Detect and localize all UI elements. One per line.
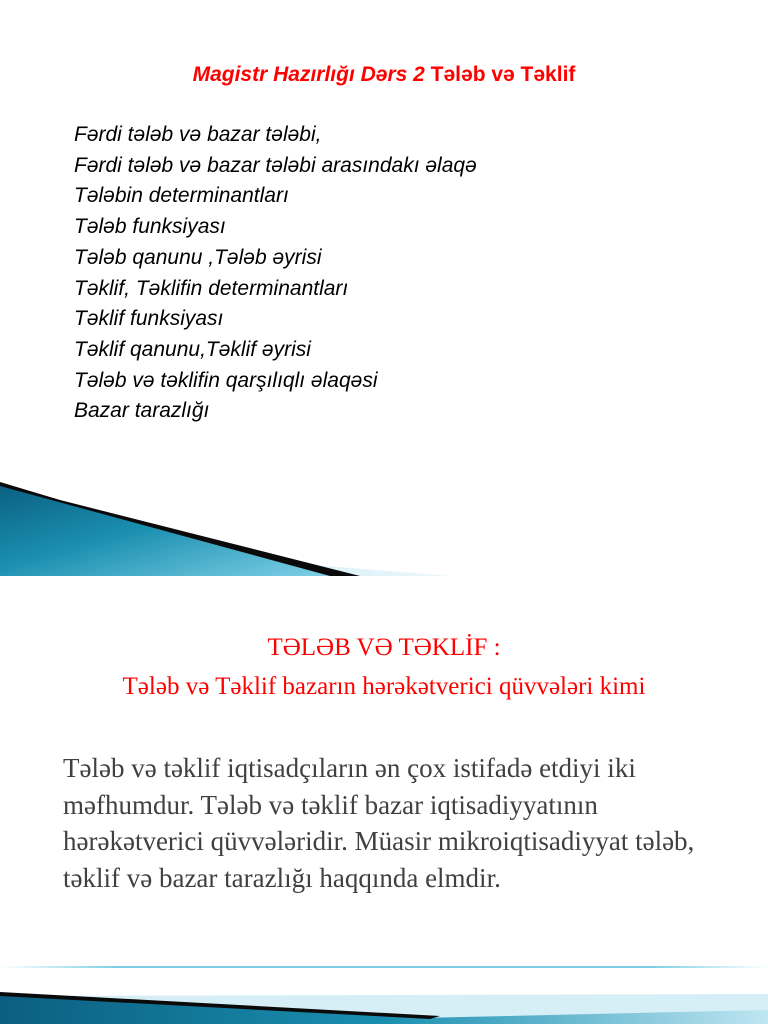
topic-item: Təklif, Təklifin determinantları <box>74 276 349 300</box>
topic-list <box>74 120 477 427</box>
divider-line <box>0 966 768 968</box>
topic-item: Təklif funksiyası <box>74 307 224 331</box>
slide-1-title-italic: Magistr Hazırlığı Dərs 2 <box>192 63 425 86</box>
topic-item: Fərdi tələb və bazar tələbi arasındakı əlaqə <box>74 153 477 177</box>
topic-item: Tələbin determinantları <box>74 184 289 208</box>
topic-item: Təklif qanunu,Təklif əyrisi <box>74 337 311 361</box>
decorative-bottom-band <box>0 988 768 1024</box>
decorative-divider <box>0 966 768 969</box>
slide-2-heading: TƏLƏB VƏ TƏKLİF : <box>267 634 501 661</box>
topic-item: Tələb qanunu ,Tələb əyrisi <box>74 245 322 269</box>
slide-1-title-rest: Tələb və Təklif <box>424 63 576 86</box>
slide-2-subheading: Tələb və Təklif bazarın hərəkətverici qüvvələri kimi <box>122 673 646 700</box>
topic-item: Fərdi tələb və bazar tələbi, <box>74 123 322 146</box>
topic-item: Bazar tarazlığı <box>74 399 210 423</box>
topic-item: Tələb funksiyası <box>74 215 226 239</box>
decorative-swoosh <box>0 470 768 576</box>
slide-1-title <box>0 60 768 90</box>
slide-2-body-text: Tələb və təklif iqtisadçıların ən çox istifadə etdiyi iki məfhumdur. Tələb və təklif bazar iqtisadiyyatının hərəkətverici qüvvələridir. Müasir mikroiqtisadiyyat tələb, təklif və bazar tarazlığı haqqında elmdir. <box>63 753 695 893</box>
topic-item: Tələb və təklifin qarşılıqlı əlaqəsi <box>74 368 378 392</box>
slide-2 <box>0 576 768 1024</box>
